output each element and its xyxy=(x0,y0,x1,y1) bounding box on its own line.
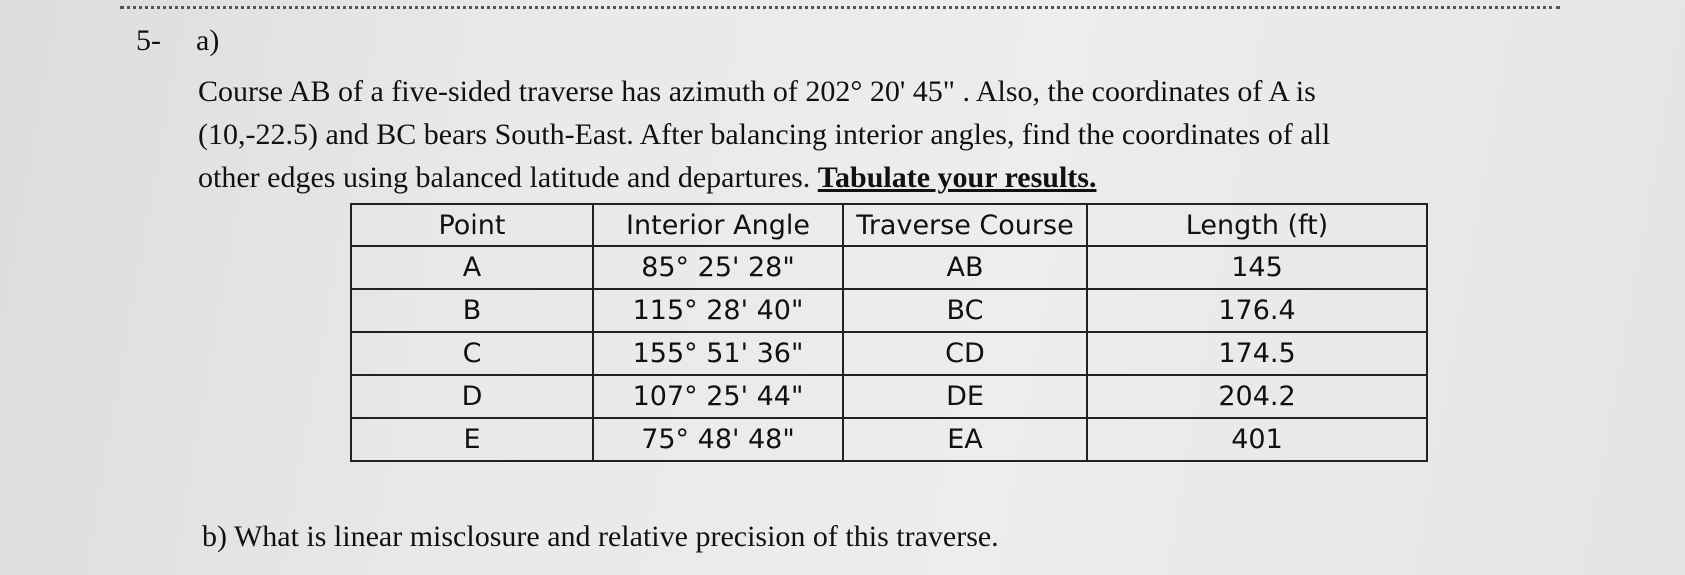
cell-traverse-course: DE xyxy=(843,375,1087,418)
header-length: Length (ft) xyxy=(1087,204,1427,246)
table-row xyxy=(351,418,1427,461)
cell-length: 145 xyxy=(1087,246,1427,289)
cell-traverse-course: AB xyxy=(843,246,1087,289)
part-b-question: b) What is linear misclosure and relative precision of this traverse. xyxy=(202,520,999,553)
cell-traverse-course: BC xyxy=(843,289,1087,332)
cell-length: 204.2 xyxy=(1087,375,1427,418)
question-line-2: (10,-22.5) and BC bears South-East. After balancing interior angles, find the coordinates of all xyxy=(198,118,1331,151)
header-interior-angle: Interior Angle xyxy=(593,204,843,246)
cell-interior-angle: 115° 28' 40" xyxy=(593,289,843,332)
question-line-3-text: other edges using balanced latitude and departures. xyxy=(198,161,811,194)
cell-length: 174.5 xyxy=(1087,332,1427,375)
cell-point: A xyxy=(351,246,593,289)
part-a-label: a) xyxy=(196,24,220,57)
tabulate-instruction: Tabulate your results. xyxy=(817,161,1097,194)
table-row xyxy=(351,375,1427,418)
cell-point: E xyxy=(351,418,593,461)
cell-length: 401 xyxy=(1087,418,1427,461)
question-text xyxy=(198,70,1558,199)
question-line-1: Course AB of a five-sided traverse has azimuth of 202° 20' 45" . Also, the coordinates of A is xyxy=(198,75,1316,108)
question-number: 5- xyxy=(136,24,161,57)
cell-point: B xyxy=(351,289,593,332)
cell-length: 176.4 xyxy=(1087,289,1427,332)
table-row xyxy=(351,332,1427,375)
cell-interior-angle: 155° 51' 36" xyxy=(593,332,843,375)
cell-point: D xyxy=(351,375,593,418)
header-point: Point xyxy=(351,204,593,246)
table-header-row xyxy=(351,204,1427,246)
question-line-3 xyxy=(198,156,1558,199)
cell-traverse-course: EA xyxy=(843,418,1087,461)
table-row xyxy=(351,246,1427,289)
cell-interior-angle: 85° 25' 28" xyxy=(593,246,843,289)
table-row xyxy=(351,289,1427,332)
traverse-data-table xyxy=(350,203,1428,462)
cell-interior-angle: 75° 48' 48" xyxy=(593,418,843,461)
header-traverse-course: Traverse Course xyxy=(843,204,1087,246)
cell-interior-angle: 107° 25' 44" xyxy=(593,375,843,418)
dotted-divider xyxy=(120,6,1560,9)
cell-point: C xyxy=(351,332,593,375)
cell-traverse-course: CD xyxy=(843,332,1087,375)
